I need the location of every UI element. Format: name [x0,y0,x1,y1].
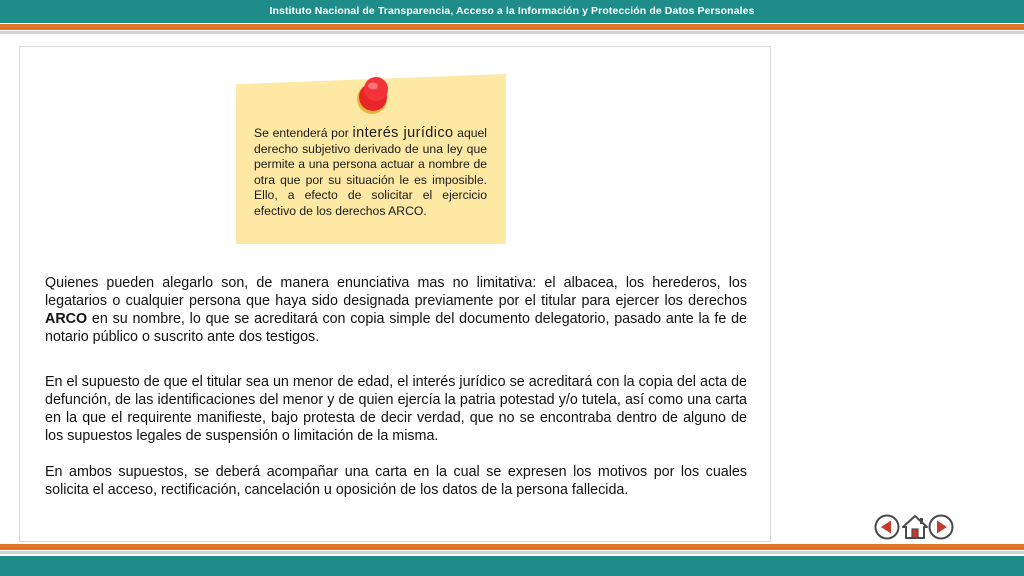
note-term: interés jurídico [352,125,454,141]
paragraph-both-cases: En ambos supuestos, se deberá acompañar una carta en la cual se expresen los motivos por los cuales solicita el acceso, rectificación, cancelación u oposición de los datos de la persona fallecida. [45,464,747,498]
header-title: Instituto Nacional de Transparencia, Acceso a la Información y Protección de Datos Personales [269,5,755,17]
footer-stripe-gray [0,551,1024,554]
arrow-left-icon [874,514,900,540]
home-button[interactable] [901,514,929,540]
note-text-body: aquel derecho subjetivo derivado de una ley que permite a una persona actuar a nombre de otra que por su situación le es imposible. Ello, a efecto de solicitar el ejercicio efectivo de los derechos ARCO. [254,126,487,218]
header-stripe-gray [0,31,1024,34]
header-stripe-orange [0,24,1024,30]
arrow-right-icon [928,514,954,540]
paragraph-1-text-b: en su nombre, lo que se acreditará con copia simple del documento delegatorio, pasado ante la fe de notario público o suscrito ante dos testigos. [45,311,747,345]
home-icon [901,514,929,540]
previous-slide-button[interactable] [874,514,900,540]
next-slide-button[interactable] [928,514,954,540]
note-text-intro: Se entenderá por [254,126,353,140]
pushpin-icon [353,73,393,117]
footer-stripe-orange [0,544,1024,550]
sticky-note-text [254,126,487,220]
paragraph-who-can-claim [45,274,747,346]
paragraph-1-arco: ARCO [45,311,88,327]
paragraph-minor-case: En el supuesto de que el titular sea un menor de edad, el interés jurídico se acreditará con la copia del acta de defunción, de las identificaciones del menor y de quien ejercía la patria potestad y/o tutela, así como una carta en la que el requirente manifieste, bajo protesta de decir verdad, que no se encontraba dentro de alguno de los supuestos legales de suspensión o limitación de la misma. [45,374,747,444]
footer-bar [0,556,1024,576]
paragraph-1-text-a: Quienes pueden alegarlo son, de manera enunciativa mas no limitativa: el albacea, los herederos, los legatarios o cualquier persona que haya sido designada previamente por el titular para ejercer los derechos [45,275,747,309]
